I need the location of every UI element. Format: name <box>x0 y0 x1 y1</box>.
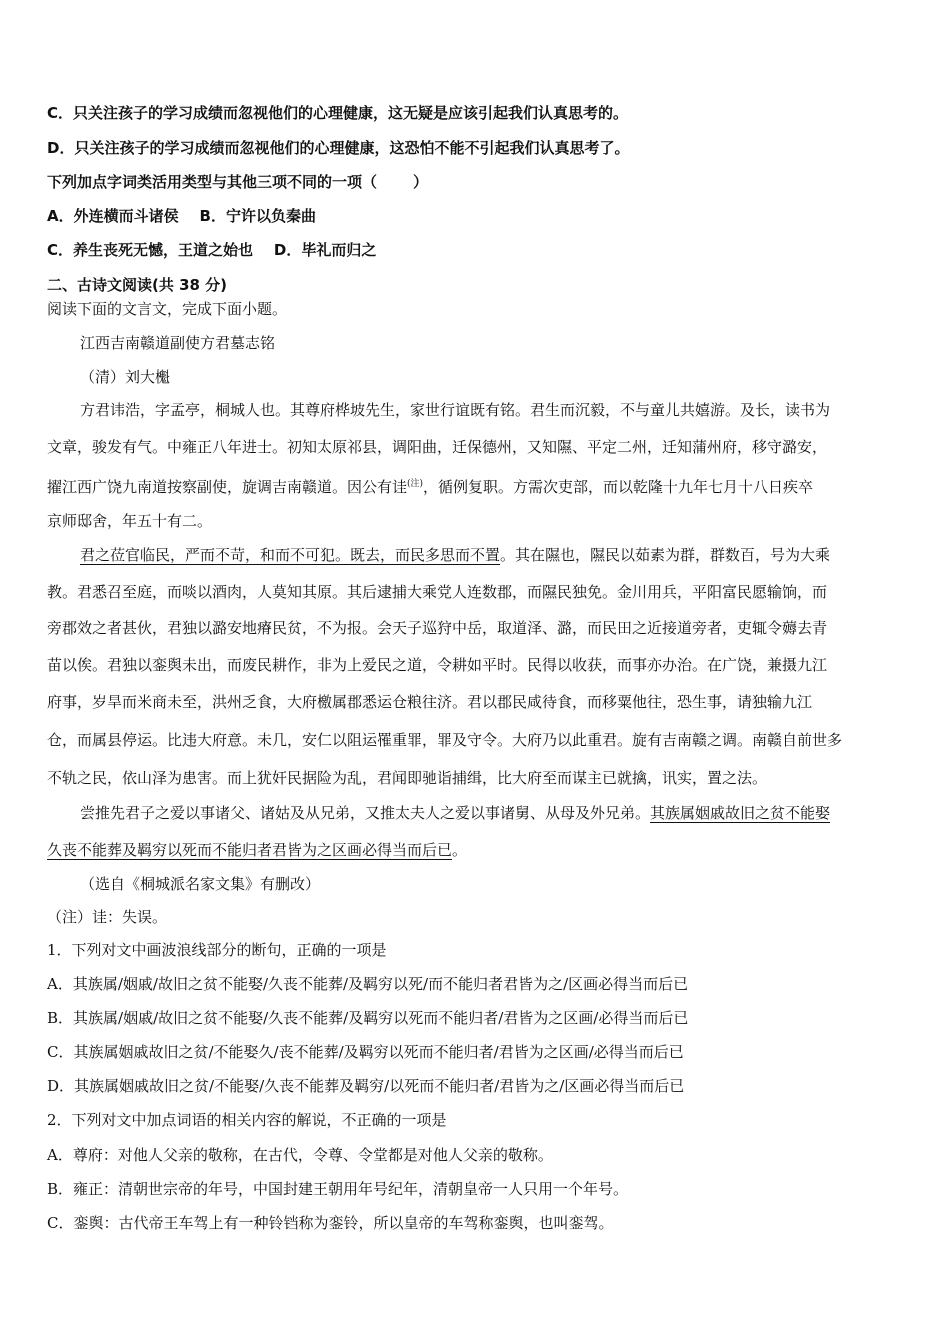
word-usage-options-ab <box>47 206 316 226</box>
word-usage-option-c: C．养生丧死无憾，王道之始也 <box>47 241 254 259</box>
note-marker: (注) <box>407 479 424 489</box>
passage-p3-line2 <box>47 840 467 860</box>
q1-option-d: D．其族属姻戚故旧之贫/不能娶/久丧不能葬及羁穷/以死而不能归者/君皆为之/区画必得当而后已 <box>47 1077 685 1095</box>
passage-p2-line2: 教。君悉召至庭，而啖以酒肉，人莫知其原。其后逮捕大乘党人连数郡，而隰民独免。金川用兵，平阳富民愿输饷，而 <box>47 583 828 601</box>
option-c-top: C．只关注孩子的学习成绩而忽视他们的心理健康，这无疑是应该引起我们认真思考的。 <box>47 104 629 122</box>
p1-line3-part-b: ，循例复职。方需次吏部，而以乾隆十九年七月十八日疾卒 <box>423 478 814 496</box>
passage-p1-line3 <box>47 474 813 497</box>
option-d-top: D．只关注孩子的学习成绩而忽视他们的心理健康，这恐怕不能不引起我们认真思考了。 <box>47 139 630 157</box>
stem-before: 下列加点字词类活用类型与其他三项不同的一项（ <box>47 173 378 191</box>
passage-p2-line4: 苗以俟。君独以銮舆未出，而废民耕作，非为上爱民之道，令耕如平时。民得以收获，而事亦办治。在广饶，兼摄九江 <box>47 656 828 674</box>
passage-note: （注）诖：失误。 <box>47 908 168 926</box>
passage-title: 江西吉南赣道副使方君墓志铭 <box>80 334 276 352</box>
word-usage-options-cd <box>47 240 376 260</box>
underlined-sentence: 君之莅官临民，严而不苛，和而不可犯。既去，而民多思而不置 <box>80 546 501 564</box>
q1-option-b: B．其族属/姻戚/故旧之贫不能娶/久丧不能葬/及羁穷以死而不能归者/君皆为之区画/必得当而后已 <box>47 1009 689 1027</box>
q2-option-a: A．尊府：对他人父亲的敬称，在古代，令尊、令堂都是对他人父亲的敬称。 <box>47 1146 553 1164</box>
passage-p1-line2: 文章，骏发有气。中雍正八年进士。初知太原祁县，调阳曲，迁保德州，又知隰、平定二州，迁知蒲州府，移守潞安， <box>47 438 828 456</box>
passage-p1-line1: 方君讳浩，字孟亭，桐城人也。其尊府桦坡先生，家世行谊既有铭。君生而沉毅，不与童儿共嬉游。及长，读书为 <box>80 401 831 419</box>
passage-p2-line7: 不轨之民，依山泽为患害。而上犹奸民据险为乱，君闻即驰诣捕缉，比大府至而谋主已就擒，讯实，置之法。 <box>47 769 768 787</box>
passage-p2-line1 <box>80 545 830 565</box>
passage-p2-line3: 旁郡效之者甚伙，君独以潞安地瘠民贫，不为报。会天子巡狩中岳，取道泽、潞，而民田之近接道旁者，吏辄令薅去青 <box>47 619 828 637</box>
passage-source: （选自《桐城派名家文集》有删改） <box>80 875 321 893</box>
q1-option-c: C．其族属姻戚故旧之贫/不能娶久/丧不能葬/及羁穷以死而不能归者/君皆为之区画/必得当而后已 <box>47 1043 684 1061</box>
word-usage-option-d: D．毕礼而归之 <box>273 241 377 259</box>
p2-line1-rest: 。其在隰也，隰民以茹素为群，群数百，号为大乘 <box>500 546 831 564</box>
q1-stem: 1．下列对文中画波浪线部分的断句，正确的一项是 <box>47 941 387 959</box>
wavy-segment-1: 其族属姻戚故旧之贫不能娶 <box>650 804 831 822</box>
p1-line3-part-a: 擢江西广饶九南道按察副使，旋调吉南赣道。因公有诖 <box>47 478 408 496</box>
q1-option-a: A．其族属/姻戚/故旧之贫不能娶/久丧不能葬/及羁穷以死/而不能归者君皆为之/区画必得当而后已 <box>47 975 689 993</box>
q2-option-c: C．銮舆：古代帝王车驾上有一种铃铛称为銮铃，所以皇帝的车驾称銮舆，也叫銮驾。 <box>47 1214 614 1232</box>
word-usage-option-a: A．外连横而斗诸侯 <box>47 207 179 225</box>
stem-after: ） <box>413 173 429 191</box>
word-usage-option-b: B．宁许以负秦曲 <box>199 207 316 225</box>
section-title: 二、古诗文阅读(共 38 分) <box>47 276 228 294</box>
q2-stem: 2．下列对文中加点词语的相关内容的解说，不正确的一项是 <box>47 1111 447 1129</box>
passage-p2-line6: 仓，而属县停运。比违大府意。未几，安仁以阻运罹重罪，罪及守令。大府乃以此重君。旋有吉南赣之调。南赣自前世多 <box>47 731 843 749</box>
p3-line2-end: 。 <box>452 841 468 859</box>
section-instruction: 阅读下面的文言文，完成下面小题。 <box>47 300 288 318</box>
q2-option-b: B．雍正：清朝世宗帝的年号，中国封建王朝用年号纪年，清朝皇帝一人只用一个年号。 <box>47 1180 629 1198</box>
passage-p2-line5: 府事，岁旱而米商未至，洪州乏食，大府檄属郡悉运仓粮往济。君以郡民咸待食，而移粟他往，恐生事，请独输九江 <box>47 693 813 711</box>
wavy-segment-2: 久丧不能葬及羁穷以死而不能归者君皆为之区画必得当而后已 <box>47 841 453 859</box>
passage-author: （清）刘大櫆 <box>80 368 171 386</box>
passage-p3-line1 <box>80 803 830 823</box>
question-word-usage-stem <box>47 172 428 192</box>
p3-line1-part-a: 尝推先君子之爱以事诸父、诸姑及从兄弟，又推太夫人之爱以事诸舅、从母及外兄弟。 <box>80 804 651 822</box>
passage-p1-line4: 京师邸舍，年五十有二。 <box>47 512 213 530</box>
